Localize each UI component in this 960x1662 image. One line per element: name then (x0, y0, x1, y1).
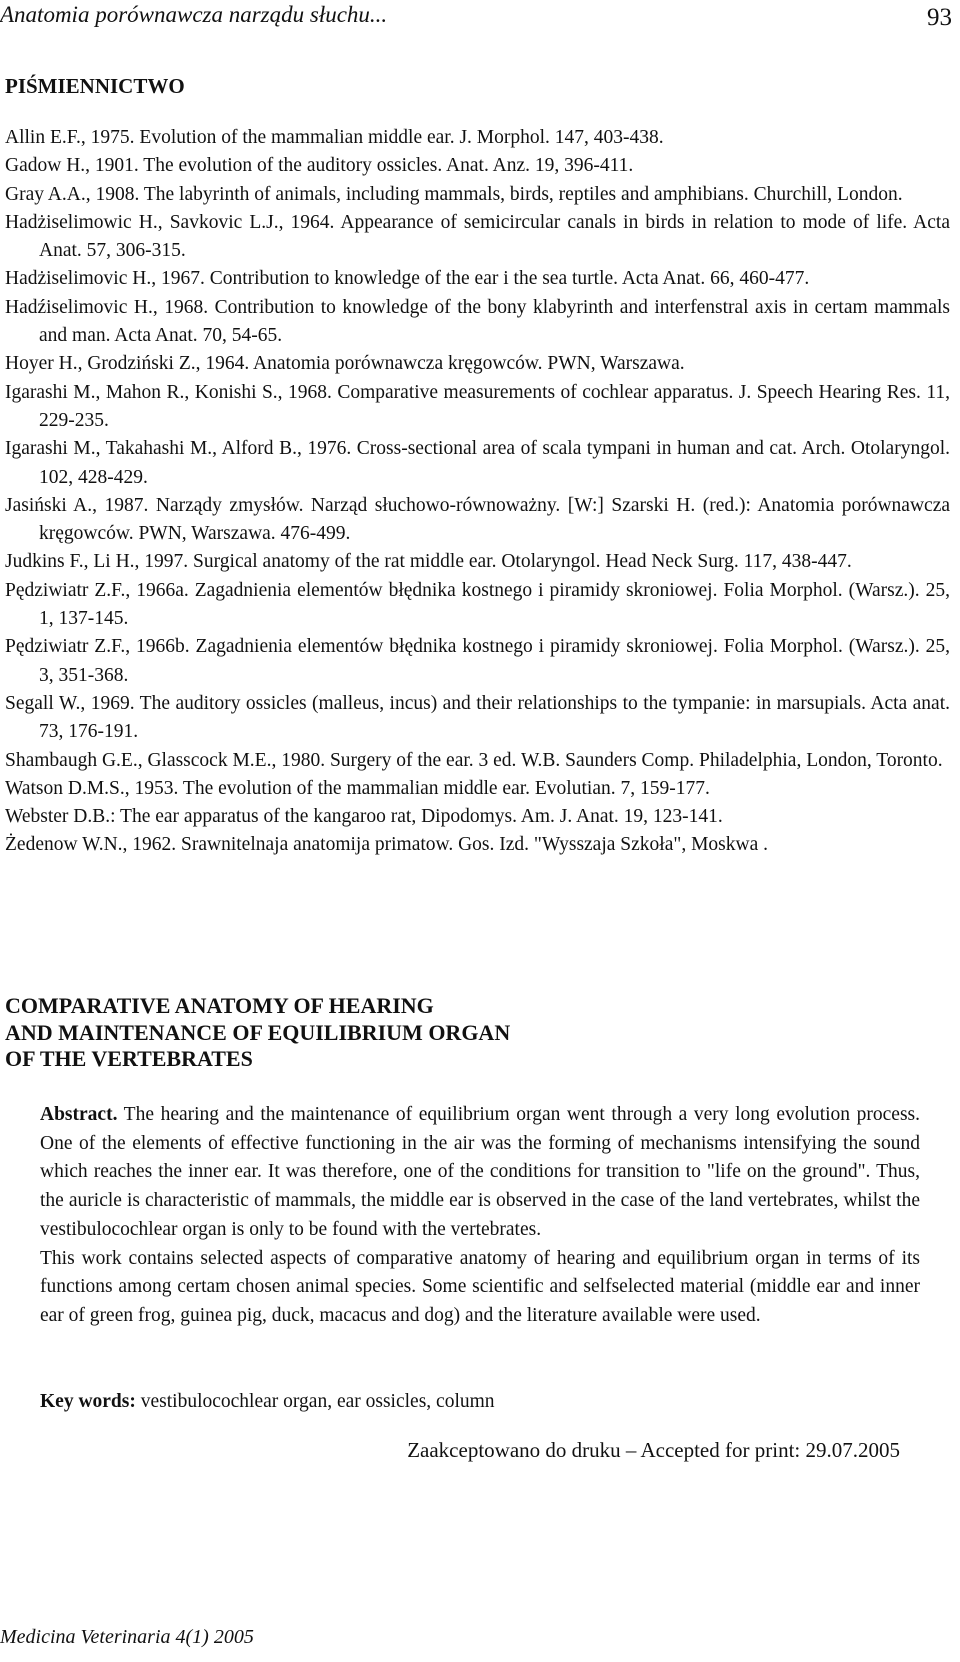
journal-footer: Medicina Veterinaria 4(1) 2005 (0, 1626, 254, 1648)
reference-item: Webster D.B.: The ear apparatus of the kangaroo rat, Dipodomys. Am. J. Anat. 19, 123-141. (5, 806, 723, 828)
running-head (0, 0, 956, 30)
keywords-text: vestibulocochlear organ, ear ossicles, column (135, 1391, 495, 1412)
reference-item: Hadźiselimovic H., 1968. Contribution to knowledge of the bony klabyrinth and interfenstral axis in certam mammals and man. Acta Anat. 70, 54-65. (5, 296, 950, 347)
reference-item: Segall W., 1969. The auditory ossicles (malleus, incus) and their relationships to the tympanie: in marsupials. Acta anat. 73, 176-191. (5, 692, 950, 743)
reference-item: Allin E.F., 1975. Evolution of the mammalian middle ear. J. Morphol. 147, 403-438. (5, 127, 664, 148)
abstract-paragraph: This work contains selected aspects of comparative anatomy of hearing and equilibrium organ in terms of its functions among certam chosen animal species. Some scientific and selfselected material (middle ear and inner ear of green frog, guinea pig, duck, macacus and dog) and the literature available were used. (40, 1247, 920, 1326)
references-heading: PIŚMIENNICTWO (5, 74, 185, 98)
abstract-label: Abstract. (40, 1104, 118, 1125)
reference-item: Hadżiselimovic H., 1967. Contribution to knowledge of the ear i the sea turtle. Acta Anat. 66, 460-477. (5, 268, 810, 290)
english-title (5, 993, 510, 1073)
abstract (40, 1101, 920, 1331)
reference-item: Shambaugh G.E., Glasscock M.E., 1980. Surgery of the ear. 3 ed. W.B. Saunders Comp. Philadelphia, London, Toronto. (5, 749, 943, 771)
reference-item: Watson D.M.S., 1953. The evolution of the mammalian middle ear. Evolutian. 7, 159-177. (5, 777, 710, 799)
keywords-label: Key words: (40, 1391, 136, 1412)
abstract-paragraph (40, 1101, 920, 1245)
reference-item: Pędziwiatr Z.F., 1966a. Zagadnienia elementów błędnika kostnego i piramidy skroniowej. Folia Morphol. (Warsz.). 25, 1, 137-145. (5, 579, 950, 630)
running-title: Anatomia porównawcza narządu słuchu... (0, 2, 388, 27)
reference-item: Hoyer H., Grodziński Z., 1964. Anatomia porównawcza kręgowców. PWN, Warszawa. (5, 353, 685, 375)
references-list (5, 124, 950, 860)
reference-item: Judkins F., Li H., 1997. Surgical anatomy of the rat middle ear. Otolaryngol. Head Neck Surg. 117, 438-447. (5, 551, 852, 573)
reference-item: Jasiński A., 1987. Narządy zmysłów. Narząd słuchowo-równoważny. [W:] Szarski H. (red.): Anatomia porównawcza kręgowców. PWN, Warszawa. 476-499. (5, 494, 950, 545)
reference-item: Igarashi M., Mahon R., Konishi S., 1968. Comparative measurements of cochlear apparatus. J. Speech Hearing Res. 11, 229-235. (5, 381, 950, 431)
english-title-line: COMPARATIVE ANATOMY OF HEARING (5, 993, 434, 1018)
english-title-line: OF THE VERTEBRATES (5, 1046, 253, 1072)
reference-item: Gray A.A., 1908. The labyrinth of animals, including mammals, birds, reptiles and amphibians. Churchill, London. (5, 183, 903, 205)
page-number: 93 (927, 4, 952, 31)
english-title-line: AND MAINTENANCE OF EQUILIBRIUM ORGAN (5, 1019, 511, 1045)
keywords (40, 1388, 495, 1416)
reference-item: Pędziwiatr Z.F., 1966b. Zagadnienia elementów błędnika kostnego i piramidy skroniowej. Folia Morphol. (Warsz.). 25, 3, 351-368. (5, 636, 950, 686)
reference-item: Hadżiselimowic H., Savkovic L.J., 1964. Appearance of semicircular canals in birds in relation to mode of life. Acta Anat. 57, 306-315. (5, 211, 950, 262)
reference-item: Igarashi M., Takahashi M., Alford B., 1976. Cross-sectional area of scala tympani in human and cat. Arch. Otolaryngol. 102, 428-429. (5, 438, 950, 488)
reference-item: Żedenow W.N., 1962. Srawnitelnaja anatomija primatow. Gos. Izd. "Wysszaja Szkoła", Moskwa . (5, 834, 768, 856)
accepted-note: Zaakceptowano do druku – Accepted for print: 29.07.2005 (407, 1438, 900, 1462)
abstract-text: The hearing and the maintenance of equilibrium organ went through a very long evolution process. One of the elements of effective functioning in the air was the forming of mechanisms intensifying the sound which reaches the inner ear. It was therefore, one of the conditions for transition to "life on the ground". Thus, the auricle is characteristic of mammals, the middle ear is observed in the case of the land vertebrates, whilst the vestibulocochlear organ is only to be found with the vertebrates. (40, 1104, 920, 1240)
reference-item: Gadow H., 1901. The evolution of the auditory ossicles. Anat. Anz. 19, 396-411. (5, 155, 634, 177)
